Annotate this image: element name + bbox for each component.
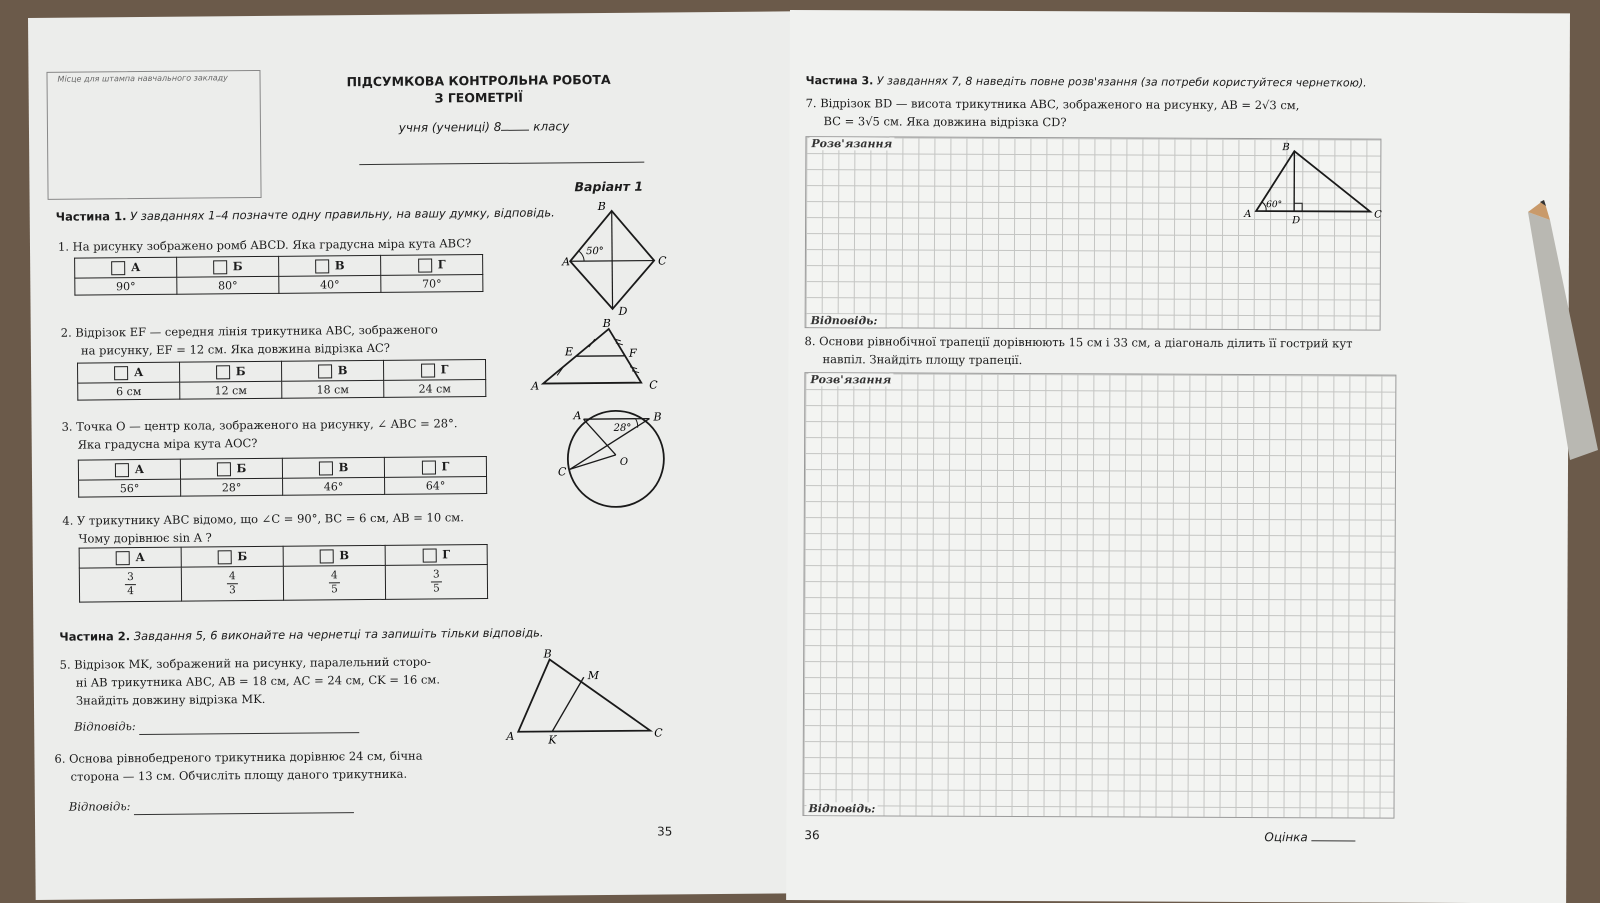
checkbox[interactable] <box>318 364 332 378</box>
student-prefix: учня (учениці) 8 <box>399 120 502 135</box>
q1-value: 70° <box>381 275 483 293</box>
q3-option-a[interactable]: А <box>78 459 180 480</box>
q2-option-b[interactable]: Б <box>180 361 282 382</box>
label-c: C <box>654 726 663 739</box>
q4-option-v[interactable]: В <box>283 545 385 566</box>
title-line-1: ПІДСУМКОВА КОНТРОЛЬНА РОБОТА <box>328 71 628 91</box>
q4-option-a[interactable]: А <box>79 547 181 568</box>
label-c: C <box>649 379 658 392</box>
label-a: A <box>530 380 539 393</box>
part3-text: У завданнях 7, 8 наведіть повне розв'язання (за потреби користуйтеся чернеткою). <box>877 74 1367 89</box>
checkbox[interactable] <box>216 365 230 379</box>
label-c: C <box>1374 210 1382 221</box>
checkbox[interactable] <box>111 261 125 275</box>
label-o: O <box>620 457 628 468</box>
part3-header <box>806 74 1367 89</box>
label-k: K <box>547 733 557 746</box>
checkbox[interactable] <box>115 551 129 565</box>
part2-header <box>59 626 543 644</box>
q7-triangle-figure <box>1242 139 1392 230</box>
page-title <box>328 71 628 108</box>
part1-text: У завданнях 1–4 позначте одну правильну, на вашу думку, відповідь. <box>130 205 555 223</box>
q4-value: $\frac{4}{3}$ <box>181 566 283 601</box>
name-line[interactable] <box>359 161 644 165</box>
checkbox[interactable] <box>216 462 230 476</box>
checkbox[interactable] <box>213 260 227 274</box>
solution-label: Розв'язання <box>808 373 893 386</box>
q3-value: 28° <box>181 478 283 496</box>
q1-value: 80° <box>177 276 279 294</box>
q5-triangle-figure <box>502 646 673 747</box>
q8-solution-grid[interactable] <box>802 372 1396 819</box>
q3-option-g[interactable]: Г <box>384 457 486 478</box>
checkbox[interactable] <box>418 258 432 272</box>
q1-option-v[interactable]: В <box>279 255 381 276</box>
label-a: A <box>572 409 581 422</box>
label-b: B <box>652 410 661 423</box>
q4-answer-table <box>79 544 488 603</box>
q4-option-g[interactable]: Г <box>385 545 487 566</box>
q1-option-a[interactable]: А <box>75 257 177 278</box>
label-a: A <box>561 255 570 268</box>
q3-value: 64° <box>385 477 487 495</box>
part3-title: Частина 3. <box>806 74 874 87</box>
label-d: D <box>1291 215 1300 226</box>
label-b: B <box>543 647 552 660</box>
q3-answer-table <box>78 456 487 498</box>
student-suffix: класу <box>533 119 569 133</box>
part1-header <box>56 205 555 223</box>
label-f: F <box>628 347 637 360</box>
label-angle: 28° <box>613 423 632 434</box>
label-a: A <box>1243 209 1251 220</box>
q3-option-b[interactable]: Б <box>180 458 282 479</box>
q2-value: 12 см <box>180 381 282 399</box>
q5-text: 5. Відрізок MK, зображений на рисунку, паралельний сторо- ні AB трикутника ABC, AB = 18 см, AC = 24 см, CK = 16 см. Знайдіть довжину відрізка MK. <box>60 652 441 709</box>
right-page <box>786 10 1570 903</box>
checkbox[interactable] <box>315 259 329 273</box>
label-b: B <box>597 200 606 213</box>
q4-value: $\frac{3}{5}$ <box>385 565 487 600</box>
checkbox[interactable] <box>319 461 333 475</box>
q8-text: 8. Основи рівнобічної трапеції дорівнюють 15 см і 33 см, а діагональ ділить її гострий кут навпіл. Знайдіть площу трапеції. <box>804 332 1404 371</box>
q2-answer-table <box>77 359 486 401</box>
q1-value: 40° <box>279 275 381 293</box>
student-line <box>359 119 609 135</box>
q4-option-b[interactable]: Б <box>181 546 283 567</box>
q1-answer-table <box>74 254 483 296</box>
checkbox[interactable] <box>319 549 333 563</box>
answer-label: Відповідь: <box>809 314 880 327</box>
label-b: B <box>602 317 611 330</box>
label-b: B <box>1281 142 1289 153</box>
checkbox[interactable] <box>421 363 435 377</box>
q3-value: 56° <box>79 479 181 497</box>
variant-label: Варіант 1 <box>574 179 643 195</box>
q4-value: $\frac{3}{4}$ <box>79 567 181 602</box>
left-page <box>28 11 806 900</box>
q3-option-v[interactable]: В <box>282 457 384 478</box>
q6-answer-line[interactable]: Відповідь: <box>69 795 354 815</box>
part1-title: Частина 1. <box>56 209 127 224</box>
q4-value: $\frac{4}{5}$ <box>283 565 385 600</box>
q2-value: 6 см <box>78 382 180 400</box>
q1-rhombus-figure <box>560 200 671 317</box>
q2-value: 24 см <box>384 380 486 398</box>
q3-text: 3. Точка O — центр кола, зображеного на рисунку, ∠ ABC = 28°. Яка градусна міра кута AOC? <box>61 414 457 453</box>
pencil-image <box>1510 200 1600 460</box>
checkbox[interactable] <box>115 463 129 477</box>
q1-option-g[interactable]: Г <box>381 255 483 276</box>
label-angle: 50° <box>586 246 604 257</box>
label-e: E <box>564 345 573 358</box>
page-number: 35 <box>657 824 672 838</box>
q2-value: 18 см <box>282 380 384 398</box>
q2-triangle-figure <box>529 316 670 397</box>
solution-label: Розв'язання <box>809 137 894 150</box>
label-d: D <box>618 305 628 318</box>
q1-text: 1. На рисунку зображено ромб ABCD. Яка градусна міра кута ABC? <box>58 234 471 256</box>
label-c: C <box>558 465 567 478</box>
label-a: A <box>505 730 514 743</box>
label-angle: 60° <box>1266 200 1282 210</box>
checkbox[interactable] <box>114 366 128 380</box>
q3-value: 46° <box>283 477 385 495</box>
part2-title: Частина 2. <box>59 629 130 644</box>
stamp-label: Місце для штампа навчального закладу <box>57 73 227 83</box>
checkbox[interactable] <box>421 460 435 474</box>
q2-option-a[interactable]: А <box>78 362 180 383</box>
stamp-box <box>46 70 261 200</box>
checkbox[interactable] <box>422 548 436 562</box>
label-m: M <box>587 669 600 682</box>
q1-option-b[interactable]: Б <box>177 256 279 277</box>
q5-answer-line[interactable]: Відповідь: <box>74 715 359 735</box>
part2-text: Завдання 5, 6 виконайте на чернетці та запишіть тільки відповідь. <box>134 626 544 644</box>
q3-circle-figure <box>549 406 670 511</box>
page-number: 36 <box>804 828 819 842</box>
q2-option-g[interactable]: Г <box>384 360 486 381</box>
q7-text: 7. Відрізок BD — висота трикутника ABC, зображеного на рисунку, AB = 2√3 см, BC = 3√5 см. Яка довжина відрізка CD? <box>805 94 1385 133</box>
title-line-2: З ГЕОМЕТРІЇ <box>329 88 629 108</box>
label-c: C <box>658 254 667 267</box>
q1-value: 90° <box>75 277 177 295</box>
q2-option-v[interactable]: В <box>282 360 384 381</box>
grade-field[interactable] <box>1264 830 1355 844</box>
q7-solution-grid[interactable] <box>805 136 1382 331</box>
q6-text: 6. Основа рівнобедреного трикутника дорівнює 24 см, бічна сторона — 13 см. Обчисліть площу даного трикутника. <box>54 747 422 786</box>
grade-label: Оцінка <box>1264 830 1307 844</box>
q2-text: 2. Відрізок EF — середня лінія трикутника ABC, зображеного на рисунку, EF = 12 см. Яка довжина відрізка AC? <box>61 320 438 359</box>
checkbox[interactable] <box>217 550 231 564</box>
answer-label: Відповідь: <box>806 802 877 815</box>
q4-text: 4. У трикутнику ABC відомо, що ∠C = 90°, BC = 6 см, AB = 10 см. Чому дорівнює sin A ? <box>62 508 464 548</box>
